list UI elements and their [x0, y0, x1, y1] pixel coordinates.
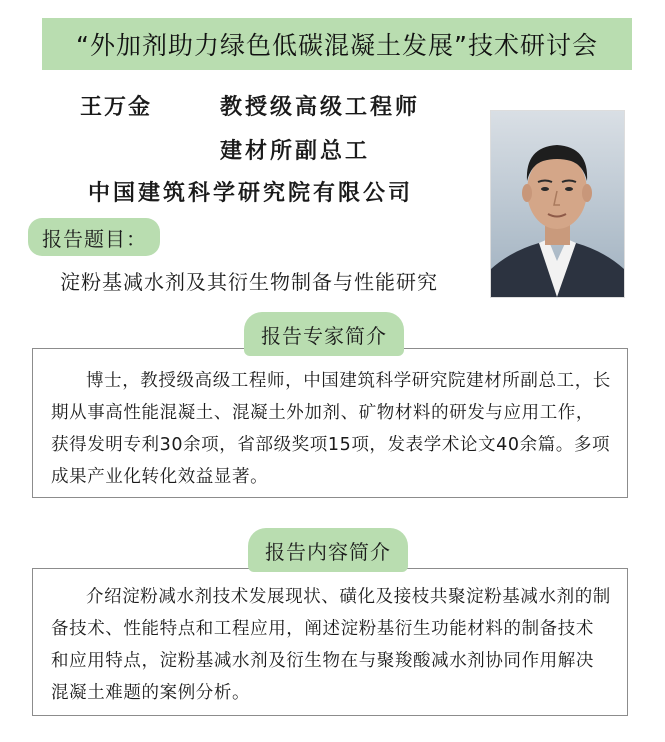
expert-intro-heading	[244, 312, 404, 356]
speaker-portrait-illustration	[491, 111, 624, 297]
speaker-title: 教授级高级工程师	[220, 94, 421, 120]
speaker-organization: 中国建筑科学研究院有限公司	[88, 180, 414, 206]
event-banner	[42, 18, 632, 70]
content-intro-box	[32, 568, 628, 716]
content-intro-heading-label: 报告内容简介	[265, 539, 391, 564]
speaker-name: 王万金	[80, 94, 153, 120]
content-intro-text: 介绍淀粉减水剂技术发展现状、磺化及接枝共聚淀粉基减水剂的制备技术、性能特点和工程应用，阐述淀粉基衍生功能材料的制备技术和应用特点，淀粉基减水剂及衍生物在与聚羧酸减水剂协同作用解决混凝土难题的案例分析。	[51, 587, 611, 703]
topic-label: 报告题目：	[42, 226, 147, 251]
expert-intro-heading-label: 报告专家简介	[261, 323, 387, 348]
topic-title: 淀粉基减水剂及其衍生物制备与性能研究	[60, 270, 438, 294]
content-intro-heading	[248, 528, 408, 572]
speaker-position: 建材所副总工	[220, 138, 371, 164]
expert-intro-box	[32, 348, 628, 498]
topic-label-pill	[28, 218, 160, 256]
speaker-photo	[490, 110, 625, 298]
expert-intro-text: 博士，教授级高级工程师，中国建筑科学研究院建材所副总工，长期从事高性能混凝土、混凝土外加剂、矿物材料的研发与应用工作，获得发明专利30余项，省部级奖项15项，发表学术论文40余篇。多项成果产业化转化效益显著。	[51, 371, 611, 487]
event-title: “外加剂助力绿色低碳混凝土发展”技术研讨会	[76, 31, 598, 60]
